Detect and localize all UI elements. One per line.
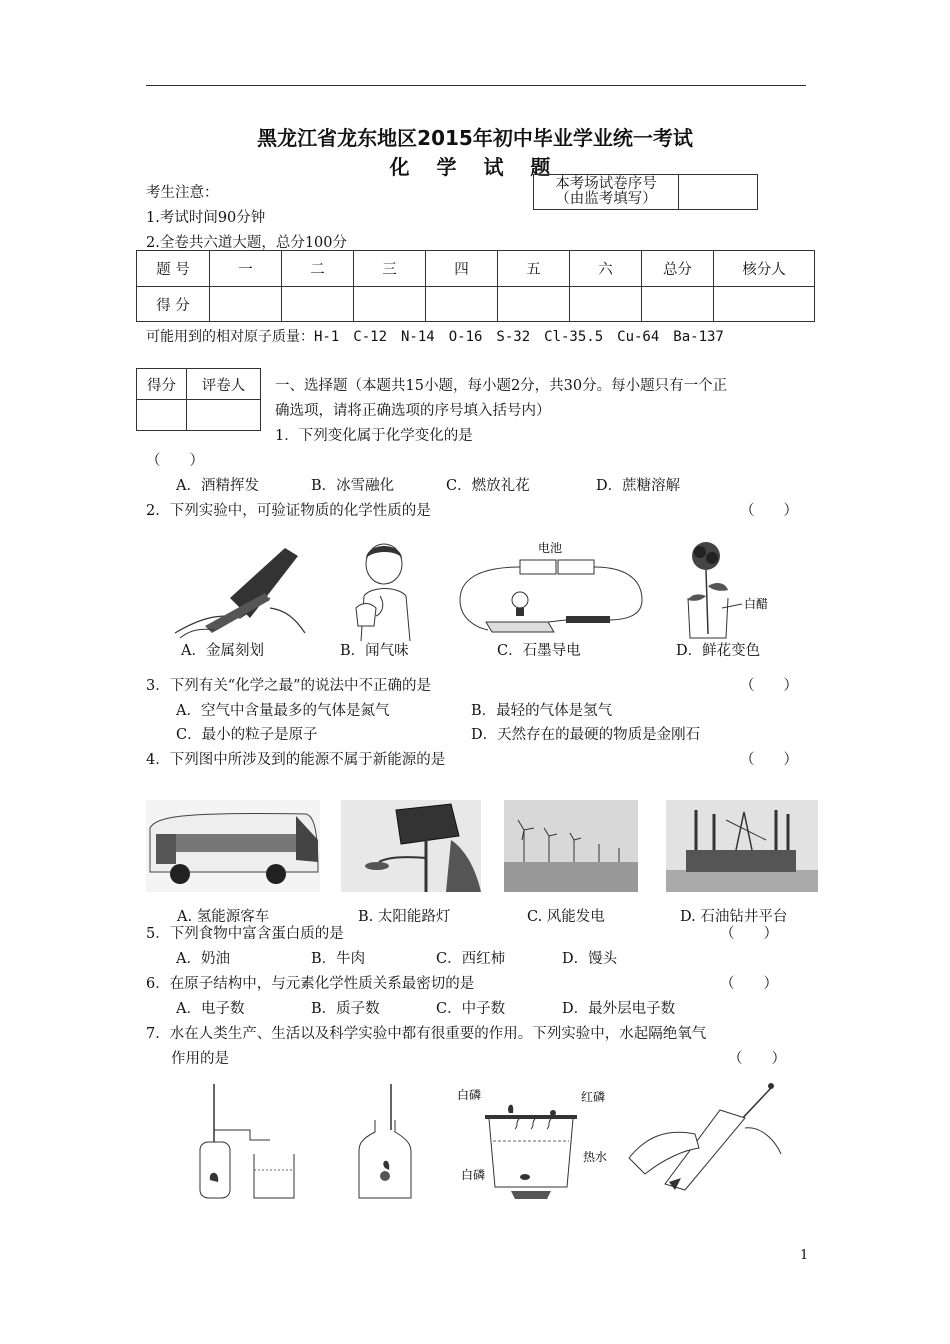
graphite-circuit-illustration (458, 540, 644, 642)
q2-caption-d: D．鲜花变色 (676, 643, 761, 659)
grader-score-field[interactable] (137, 400, 187, 431)
q6-answer-bracket[interactable]: （ ） (720, 976, 778, 992)
notice-item-1: 1.考试时间90分钟 (146, 210, 266, 226)
q1-option-d[interactable]: D．蔗糖溶解 (596, 478, 681, 494)
q5-stem: 5．下列食物中富含蛋白质的是 (146, 926, 344, 942)
q4-image-c (504, 800, 638, 892)
notice-item-2: 2.全卷共六道大题，总分100分 (146, 235, 348, 251)
seat-box-line1: 本考场试卷序号 (555, 176, 657, 192)
q6-stem: 6．在原子结构中，与元素化学性质关系最密切的是 (146, 976, 475, 992)
q2-stem: 2．下列实验中，可验证物质的化学性质的是 (146, 503, 431, 519)
q6-option-d[interactable]: D．最外层电子数 (562, 1001, 676, 1017)
gas-collection-apparatus (190, 1080, 300, 1202)
q2-caption-b: B．闻气味 (340, 643, 409, 659)
q1-stem: 1．下列变化属于化学变化的是 (275, 428, 473, 444)
q7-answer-bracket[interactable]: （ ） (728, 1051, 786, 1067)
score-header-cell: 二 (282, 251, 354, 287)
white-phosphorus-bottom-label: 白磷 (461, 1168, 486, 1182)
seat-number-box (533, 174, 758, 210)
q2-image-d (678, 538, 778, 640)
score-cell[interactable] (498, 287, 570, 322)
score-header-cell: 核分人 (714, 251, 815, 287)
oil-rig-photo (666, 800, 818, 892)
rose-vinegar-illustration (678, 538, 778, 640)
q7-stem: 7．水在人类生产、生活以及科学实验中都有很重要的作用。下列实验中，水起隔绝氧气 (146, 1026, 707, 1042)
q4-image-d (666, 800, 818, 892)
q5-answer-bracket[interactable]: （ ） (720, 926, 778, 942)
q3-option-b[interactable]: B．最轻的气体是氢气 (471, 703, 613, 719)
q4-image-b (341, 800, 481, 892)
q7-image-c (455, 1085, 615, 1202)
q4-caption-d: D. 石油钻井平台 (680, 909, 788, 925)
page-number: 1 (800, 1248, 809, 1263)
q3-option-c[interactable]: C．最小的粒子是原子 (176, 727, 318, 743)
header-rule (146, 85, 806, 86)
q7-image-a (190, 1080, 300, 1202)
q6-option-c[interactable]: C．中子数 (436, 1001, 506, 1017)
q2-image-c (458, 540, 644, 642)
q3-option-d[interactable]: D．天然存在的最硬的物质是金刚石 (471, 727, 701, 743)
q7-image-b (355, 1080, 415, 1202)
score-cell[interactable] (354, 287, 426, 322)
q4-caption-c: C. 风能发电 (527, 909, 605, 925)
q2-image-b (336, 536, 436, 641)
q7-stem-cont: 作用的是 (171, 1051, 229, 1067)
notice-heading: 考生注意： (146, 185, 219, 201)
section-1-heading-cont: 确选项，请将正确选项的序号填入括号内） (275, 403, 551, 419)
score-header-cell: 题 号 (137, 251, 210, 287)
score-header-cell: 三 (354, 251, 426, 287)
boy-smelling-illustration (336, 536, 436, 641)
grader-score-label: 得分 (137, 369, 187, 400)
q1-option-c[interactable]: C．燃放礼花 (446, 478, 530, 494)
q4-stem: 4．下列图中所涉及到的能源不属于新能源的是 (146, 752, 446, 768)
grader-name-field[interactable] (187, 400, 261, 431)
score-row-label: 得 分 (137, 287, 210, 322)
red-phosphorus-label: 红磷 (581, 1090, 606, 1104)
q7-image-d (625, 1078, 785, 1202)
score-header-cell: 四 (426, 251, 498, 287)
white-phosphorus-top-label: 白磷 (457, 1088, 482, 1102)
score-cell[interactable] (642, 287, 714, 322)
exam-subtitle: 化 学 试 题 (389, 155, 561, 179)
score-header-cell: 六 (570, 251, 642, 287)
score-header-cell: 总分 (642, 251, 714, 287)
vinegar-label: 白醋 (744, 597, 769, 611)
hot-water-label: 热水 (583, 1150, 608, 1164)
q4-image-a (146, 800, 320, 892)
grader-box (136, 368, 261, 431)
q6-option-a[interactable]: A．电子数 (176, 1001, 245, 1017)
q2-caption-a: A．金属刻划 (181, 643, 264, 659)
white-red-phosphorus-experiment (455, 1085, 615, 1202)
q6-option-b[interactable]: B．质子数 (311, 1001, 380, 1017)
score-cell[interactable] (570, 287, 642, 322)
battery-label: 电池 (538, 541, 563, 555)
q1-option-a[interactable]: A．酒精挥发 (176, 478, 259, 494)
score-cell[interactable] (426, 287, 498, 322)
seat-box-line2: （由监考填写） (555, 191, 657, 207)
score-table (136, 250, 815, 322)
q2-caption-c: C．石墨导电 (497, 643, 581, 659)
wind-turbines-photo (504, 800, 638, 892)
score-cell[interactable] (282, 287, 354, 322)
score-header-cell: 五 (498, 251, 570, 287)
q5-option-b[interactable]: B．牛肉 (311, 951, 366, 967)
atomic-mass-line: 可能用到的相对原子质量：H-1 C-12 N-14 O-16 S-32 Cl-35.5 Cu-64 Ba-137 (146, 329, 724, 345)
q2-image-a (170, 538, 310, 646)
test-tube-holding-illustration (625, 1078, 785, 1202)
score-header-cell: 一 (210, 251, 282, 287)
solar-streetlight-photo (341, 800, 481, 892)
q5-option-d[interactable]: D．馒头 (562, 951, 618, 967)
q1-answer-bracket[interactable]: （ ） (146, 453, 204, 469)
bottle-burning-apparatus (355, 1080, 415, 1202)
section-1-heading: 一、选择题（本题共15小题，每小题2分，共30分。每小题只有一个正 (275, 378, 728, 394)
score-cell[interactable] (714, 287, 815, 322)
grader-name-label: 评卷人 (187, 369, 261, 400)
q2-answer-bracket[interactable]: （ ） (740, 503, 798, 519)
hydrogen-bus-photo (146, 800, 320, 892)
q3-option-a[interactable]: A．空气中含量最多的气体是氮气 (176, 703, 390, 719)
q4-caption-a: A. 氢能源客车 (177, 909, 270, 925)
q4-caption-b: B. 太阳能路灯 (358, 909, 451, 925)
q4-answer-bracket[interactable]: （ ） (740, 752, 798, 768)
q1-option-b[interactable]: B．冰雪融化 (311, 478, 395, 494)
metal-scratch-illustration (170, 538, 310, 646)
q5-option-a[interactable]: A．奶油 (176, 951, 230, 967)
score-cell[interactable] (210, 287, 282, 322)
q3-answer-bracket[interactable]: （ ） (740, 678, 798, 694)
q3-stem: 3．下列有关“化学之最”的说法中不正确的是 (146, 678, 432, 694)
exam-title: 黑龙江省龙东地区2015年初中毕业学业统一考试 (257, 126, 693, 150)
q5-option-c[interactable]: C．西红柿 (436, 951, 506, 967)
seat-number-field[interactable] (679, 175, 758, 210)
